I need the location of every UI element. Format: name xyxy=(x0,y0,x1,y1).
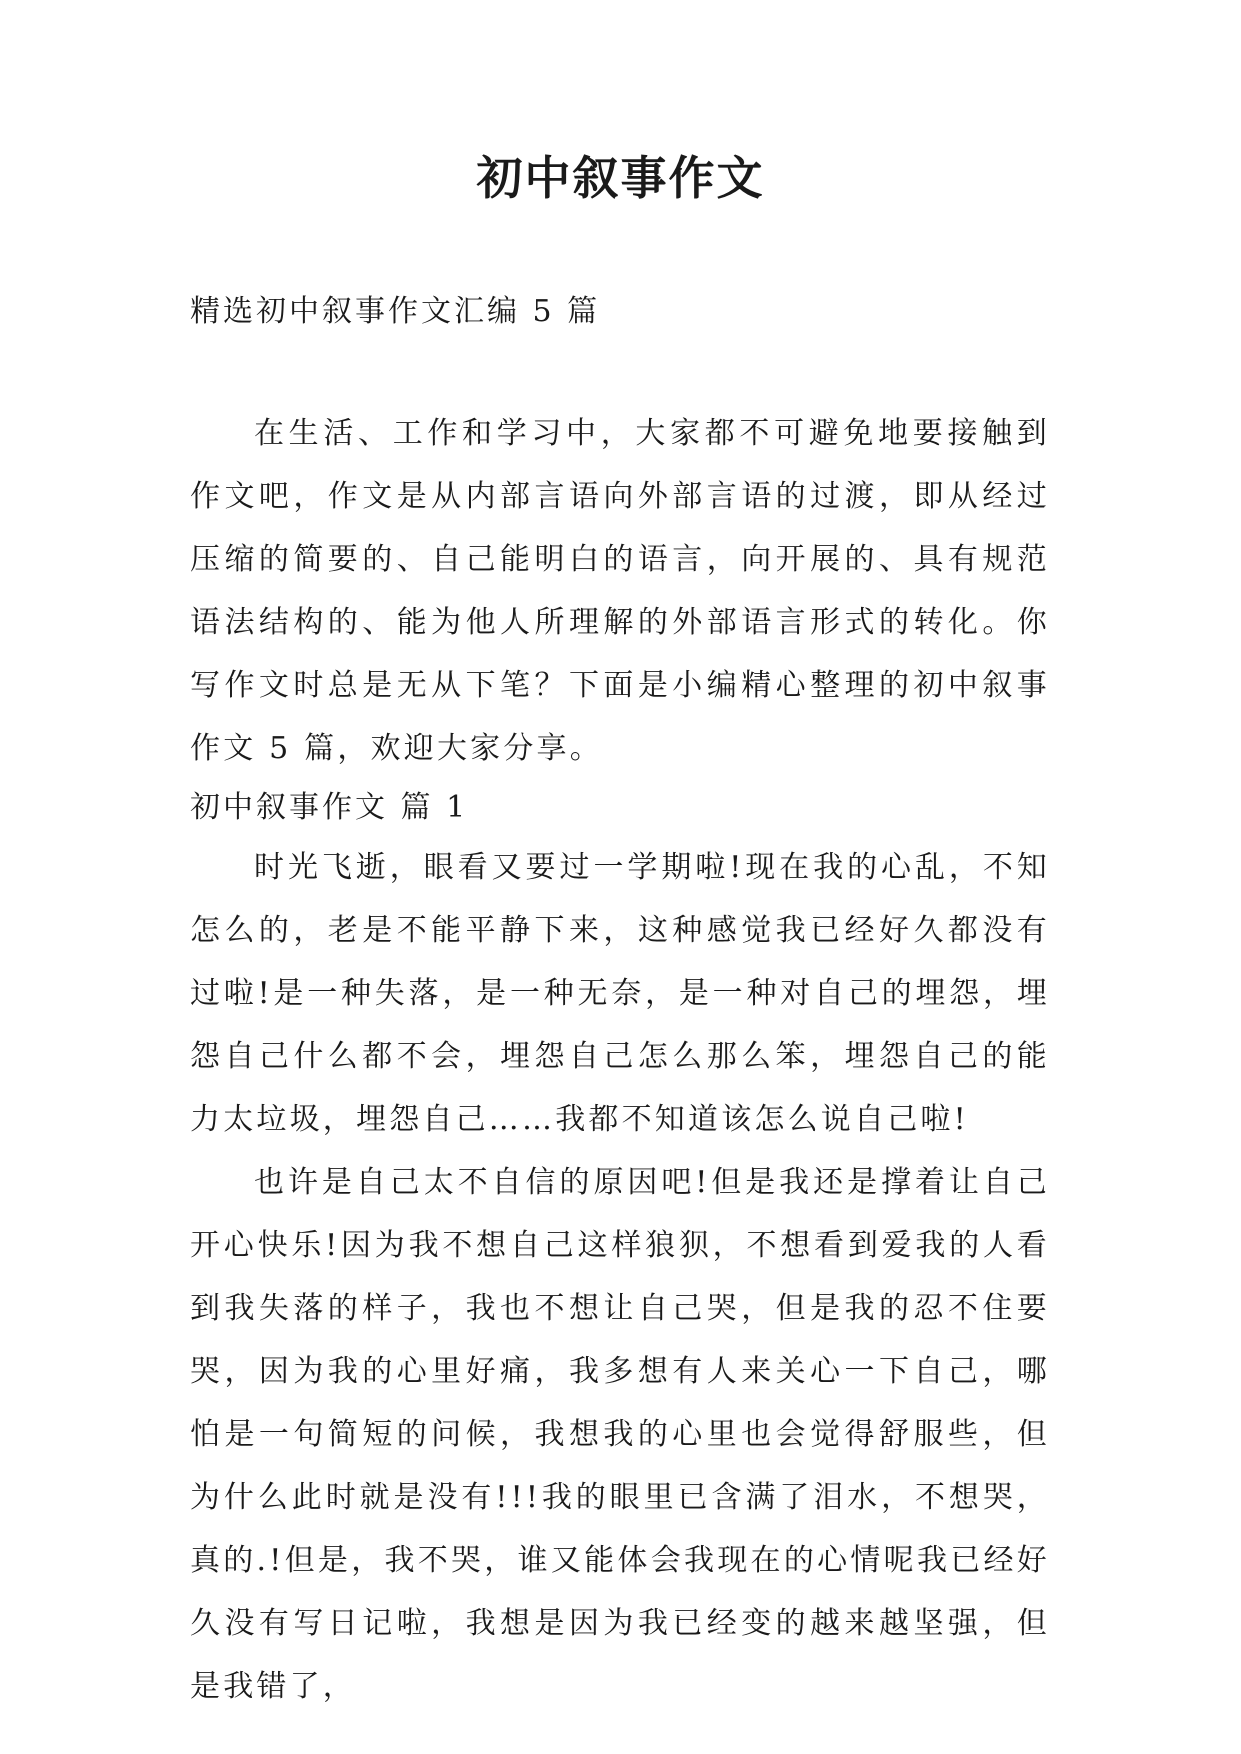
section-1-paragraph-2: 也许是自己太不自信的原因吧!但是我还是撑着让自己开心快乐!因为我不想自己这样狼狈，不想看到爱我的人看到我失落的样子，我也不想让自己哭，但是我的忍不住要哭，因为我的心里好痛，我多想有人来关心一下自己，哪怕是一句简短的问候，我想我的心里也会觉得舒服些，但为什么此时就是没有!!!我的眼里已含满了泪水，不想哭，真的.!但是，我不哭，谁又能体会我现在的心情呢我已经好久没有写日记啦，我想是因为我已经变的越来越坚强，但是我错了， xyxy=(190,1165,1050,1704)
section-heading-1: 初中叙事作文 篇 1 xyxy=(190,790,469,825)
page-title: 初中叙事作文 xyxy=(476,151,765,205)
intro-paragraph: 在生活、工作和学习中，大家都不可避免地要接触到作文吧，作文是从内部言语向外部言语的过渡，即从经过压缩的简要的、自己能明白的语言，向开展的、具有规范语法结构的、能为他人所理解的外部语言形式的转化。你写作文时总是无从下笔？下面是小编精心整理的初中叙事作文 5 篇，欢迎大家分享。 xyxy=(190,416,1050,766)
document-subtitle: 精选初中叙事作文汇编 5 篇 xyxy=(190,294,601,329)
section-1-paragraph-1: 时光飞逝，眼看又要过一学期啦!现在我的心乱，不知怎么的，老是不能平静下来，这种感觉我已经好久都没有过啦!是一种失落，是一种无奈，是一种对自己的埋怨，埋怨自己什么都不会，埋怨自己怎么那么笨，埋怨自己的能力太垃圾，埋怨自己……我都不知道该怎么说自己啦! xyxy=(190,850,1050,1137)
document-body xyxy=(190,402,1050,1718)
